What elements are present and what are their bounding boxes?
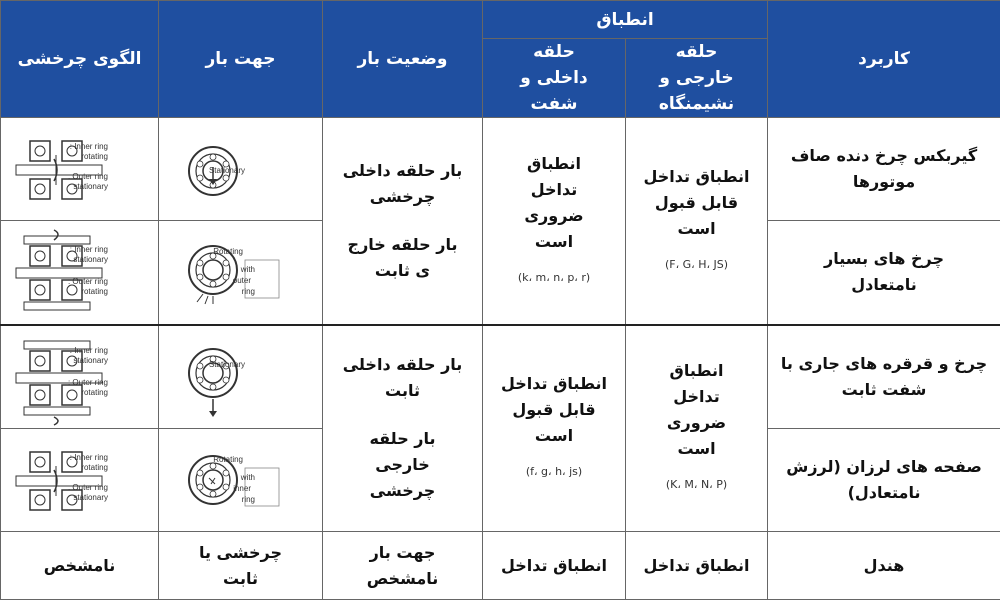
stationary-load-icon [171, 327, 311, 427]
application-cell: صفحه های لرزان (لرزش نامتعادل) [768, 429, 1000, 532]
outer-ring-label: Outer ring : [67, 377, 108, 387]
direction-label: Stationary [208, 166, 245, 175]
outer-ring-label: Outer ring : [67, 483, 108, 492]
rotation-diagram [1, 221, 159, 325]
direction-label: Stationary [208, 359, 245, 369]
bearing-housing-icon [2, 222, 158, 322]
direction-sub: ring [241, 287, 255, 297]
bearing-housing-icon [2, 327, 158, 427]
rotation-pattern-cell: نامشخص [1, 532, 159, 600]
load-direction-diagram [159, 118, 323, 221]
inner-ring-state: rotating [80, 463, 108, 472]
outer-fit-text: انطباق تداخل قابل قبول است [643, 166, 750, 238]
inner-fit-cell [483, 118, 626, 325]
direction-sub: ring [241, 495, 255, 504]
direction-label: Rotating [212, 247, 243, 257]
inner-ring-label: Inner ring : [69, 453, 108, 462]
rotation-diagram [1, 325, 159, 429]
application-cell: چرخ و قرقره های جاری با شفت ثابت [768, 325, 1000, 429]
inner-ring-state: stationary [72, 255, 108, 265]
header-load-direction: جهت بار [159, 1, 323, 118]
bearing-shaft-icon [2, 430, 158, 530]
load-direction-diagram [159, 221, 323, 325]
inner-ring-state: stationary [72, 355, 108, 365]
header-inner-ring-fit: حلقه داخلی و شفت [483, 39, 626, 118]
outer-ring-state: stationary [72, 493, 108, 502]
rotating-load-icon [171, 222, 311, 322]
header-application: کاربرد [768, 1, 1000, 118]
header-rotation-pattern: الگوی چرخشی [1, 1, 159, 118]
outer-ring-state: rotating [80, 287, 108, 297]
inner-fit-cell [483, 325, 626, 532]
outer-ring-label: Outer ring : [67, 172, 108, 181]
header-fit: انطباق [483, 1, 768, 39]
application-cell: چرخ های بسیار نامتعادل [768, 221, 1000, 325]
outer-fit-cell: انطباق تداخل [626, 532, 768, 600]
outer-fit-codes: (F، G، H، JS) [664, 257, 729, 271]
direction-sub: inner [232, 484, 251, 493]
bearing-shaft-icon [2, 119, 158, 219]
load-condition-cell: جهت بار نامشخص [323, 532, 483, 600]
rotating-load-icon [171, 430, 311, 530]
rotation-diagram [1, 118, 159, 221]
inner-ring-label: Inner ring : [69, 245, 108, 255]
load-condition-text: بار حلقه داخلی ثابت [342, 355, 463, 401]
inner-fit-text: انطباق تداخل قابل قبول است [500, 374, 608, 446]
outer-ring-state: stationary [72, 182, 108, 191]
direction-sub: outer [232, 276, 251, 286]
header-outer-ring-fit: حلقه خارجی و نشیمنگاه [626, 39, 768, 118]
direction-sub: with [240, 265, 255, 275]
load-condition-cell [323, 118, 483, 325]
application-cell: هندل [768, 532, 1000, 600]
outer-fit-text: انطباق تداخل ضروری است [666, 361, 727, 459]
rotation-diagram [1, 429, 159, 532]
load-condition-text: بار حلقه داخلی چرخشی [342, 160, 463, 206]
inner-ring-label: Inner ring : [69, 345, 108, 355]
outer-ring-label: Outer ring : [67, 277, 108, 287]
direction-label: Rotating [212, 455, 243, 464]
outer-fit-cell [626, 118, 768, 325]
application-cell: گیربکس چرخ دنده صاف موتورها [768, 118, 1000, 221]
header-load-condition: وضعیت بار [323, 1, 483, 118]
inner-ring-state: rotating [80, 152, 108, 161]
inner-ring-label: Inner ring : [69, 142, 108, 151]
inner-fit-cell: انطباق تداخل [483, 532, 626, 600]
load-direction-diagram [159, 325, 323, 429]
load-condition-cell [323, 325, 483, 532]
direction-sub: with [240, 473, 255, 482]
outer-fit-codes: (K، M، N، P) [665, 478, 728, 492]
load-direction-diagram [159, 429, 323, 532]
stationary-load-icon [171, 119, 311, 219]
inner-fit-codes: (f، g، h، js) [525, 465, 583, 479]
load-condition-text: بار حلقه خارجی چرخشی [369, 429, 436, 501]
inner-fit-codes: (k، m، n، p، r) [517, 270, 591, 284]
inner-fit-text: انطباق تداخل ضروری است [524, 153, 584, 251]
outer-ring-state: rotating [80, 387, 108, 397]
load-condition-text: بار حلقه خارج ی ثابت [347, 234, 458, 280]
outer-fit-cell [626, 325, 768, 532]
load-direction-cell: چرخشی یا ثابت [159, 532, 323, 600]
